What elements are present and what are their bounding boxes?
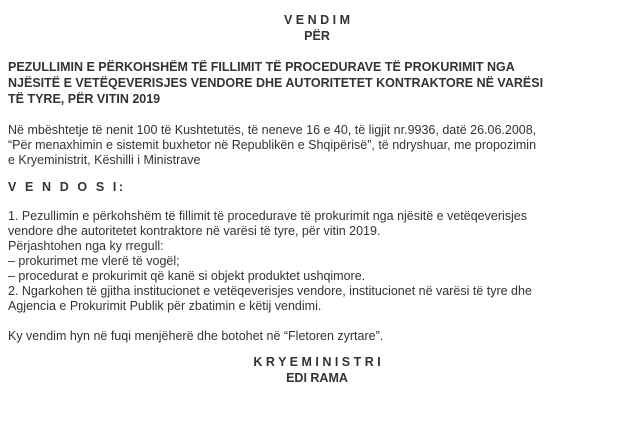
preamble-line: “Për menaxhimin e sistemit buxhetor në Republikën e Shqipërisë”, të ndryshuar, me propozimin bbox=[8, 138, 537, 152]
body-line: 2. Ngarkohen të gjitha institucionet e vetëqeverisjes vendore, institucionet në varësi të tyre dhe bbox=[8, 284, 532, 298]
preamble-line: e Kryeministrit, Këshilli i Ministrave bbox=[8, 153, 201, 167]
document-title: V E N D I M bbox=[284, 13, 350, 27]
decides-heading: V E N D O S I: bbox=[8, 180, 126, 194]
body-line: – prokurimet me vlerë të vogël; bbox=[8, 254, 180, 268]
subject-line: PEZULLIMIN E PËRKOHSHËM TË FILLIMIT TË PROCEDURAVE TË PROKURIMIT NGA bbox=[8, 60, 515, 74]
entry-into-force-note: Ky vendim hyn në fuqi menjëherë dhe botohet në “Fletoren zyrtare”. bbox=[8, 329, 384, 343]
body-line: – procedurat e prokurimit që kanë si objekt produktet ushqimore. bbox=[8, 269, 366, 283]
subject-line: NJËSITË E VETËQEVERISJES VENDORE DHE AUTORITETET KONTRAKTORE NË VARËSI bbox=[8, 76, 544, 90]
body-line: vendore dhe autoritetet kontraktore në varësi të tyre, për vitin 2019. bbox=[8, 224, 381, 238]
decision-body bbox=[8, 209, 626, 314]
document-for-label: PËR bbox=[304, 29, 330, 43]
subject-line: TË TYRE, PËR VITIN 2019 bbox=[8, 92, 161, 106]
document-subject bbox=[8, 59, 626, 107]
decision-document bbox=[8, 13, 626, 386]
body-line: Agjencia e Prokurimit Publik për zbatimin e këtij vendimi. bbox=[8, 299, 322, 313]
preamble-line: Në mbështetje të nenit 100 të Kushtetutës, të neneve 16 e 40, të ligjit nr.9936, datë 26.06.2008, bbox=[8, 123, 537, 137]
signatory-name: EDI RAMA bbox=[286, 371, 348, 385]
body-line: Përjashtohen nga ky rregull: bbox=[8, 239, 164, 253]
legal-preamble bbox=[8, 123, 626, 168]
body-line: 1. Pezullimin e përkohshëm të fillimit të procedurave të prokurimit nga njësitë e vetëqeverisjes bbox=[8, 209, 527, 223]
signatory-title: K R Y E M I N I S T R I bbox=[253, 355, 381, 369]
